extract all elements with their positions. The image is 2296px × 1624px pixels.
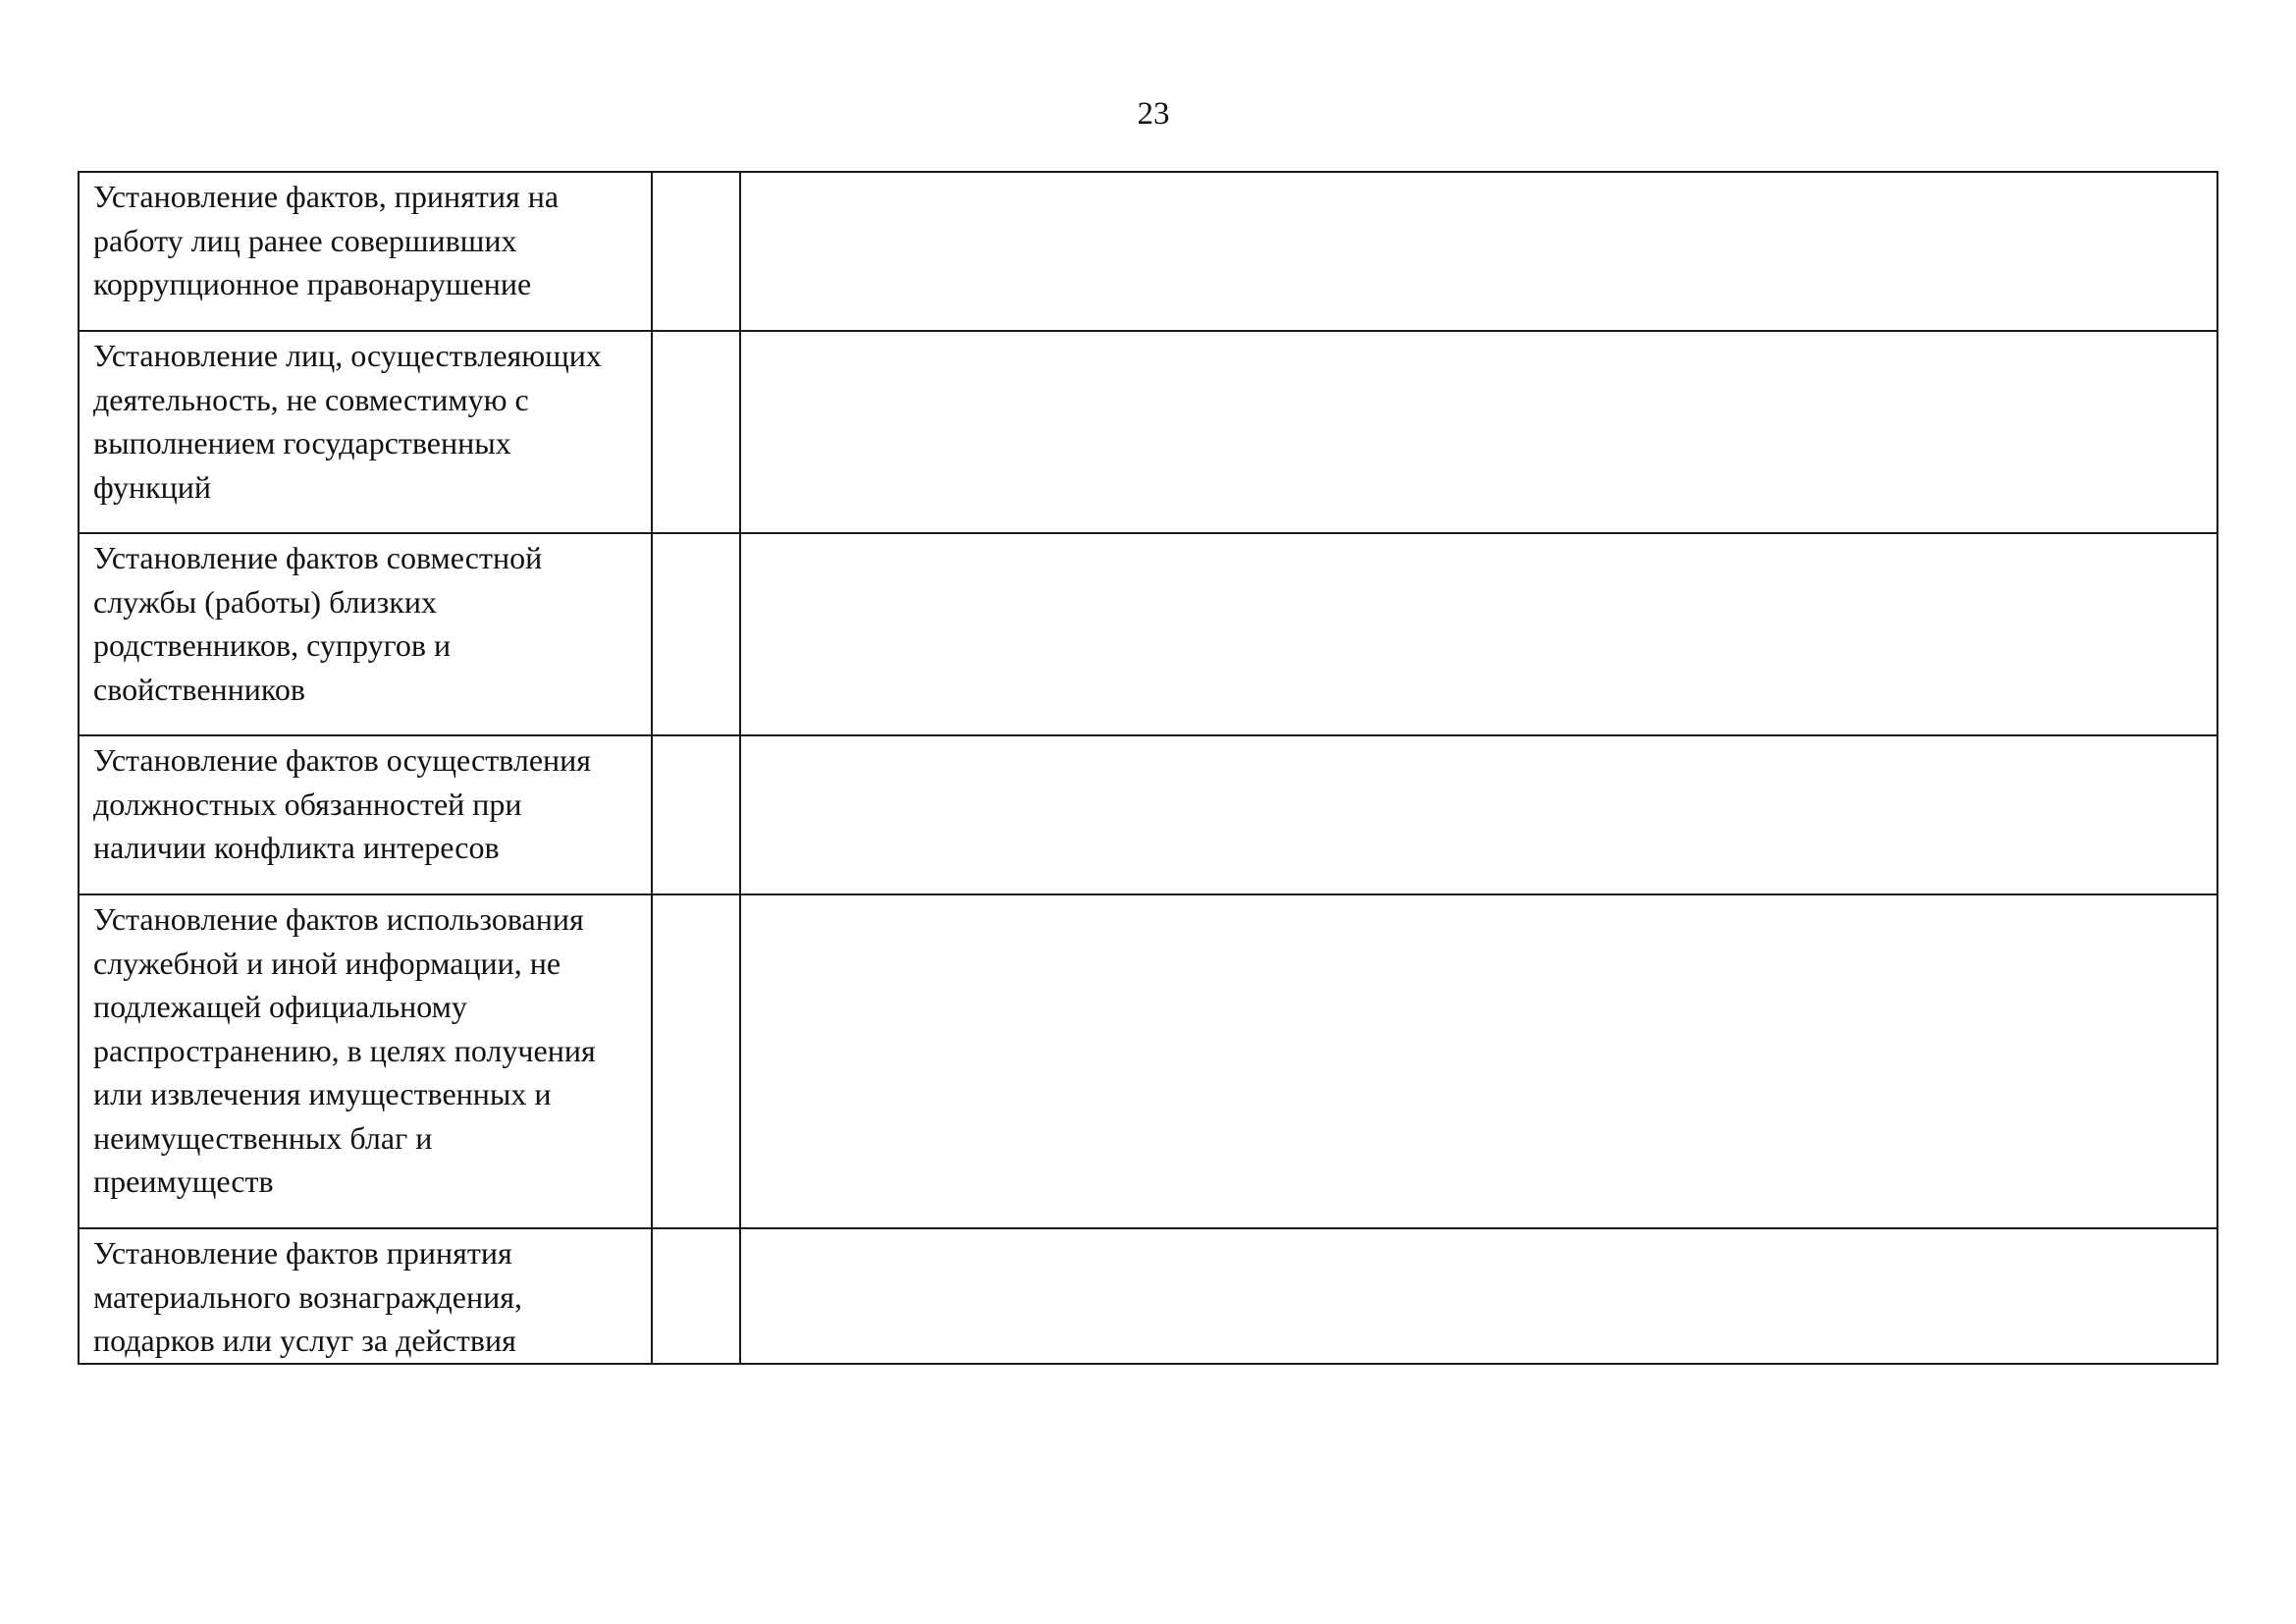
row-description-cell	[79, 1228, 652, 1364]
row-mark-cell	[652, 1228, 740, 1364]
table-row	[79, 331, 2217, 533]
row-notes-cell	[740, 1228, 2217, 1364]
table-row	[79, 533, 2217, 735]
row-description-cell	[79, 331, 652, 533]
table-row	[79, 172, 2217, 331]
table-row	[79, 1228, 2217, 1364]
row-notes-cell	[740, 894, 2217, 1228]
row-mark-cell	[652, 894, 740, 1228]
table-row	[79, 735, 2217, 894]
row-description: Установление фактов принятия материального вознаграждения, подарков или услуг за действия	[93, 1235, 522, 1358]
row-notes-cell	[740, 533, 2217, 735]
row-description: Установление фактов совместной службы (работы) близких родственников, супругов и свойственников	[93, 540, 543, 707]
row-mark-cell	[652, 331, 740, 533]
row-description: Установление лиц, осуществлеяющих деятельность, не совместимую с выполнением государственных функций	[93, 338, 602, 505]
row-notes-cell	[740, 172, 2217, 331]
row-mark-cell	[652, 735, 740, 894]
row-description-cell	[79, 735, 652, 894]
row-description: Установление фактов использования служебной и иной информации, не подлежащей официальному распространению, в целях получения или извлечения имущественных и неимущественных благ и преимуществ	[93, 901, 596, 1199]
row-mark-cell	[652, 533, 740, 735]
table-row	[79, 894, 2217, 1228]
page-number: 23	[1137, 96, 1170, 132]
row-mark-cell	[652, 172, 740, 331]
measures-table	[78, 171, 2218, 1365]
row-notes-cell	[740, 735, 2217, 894]
row-description-cell	[79, 894, 652, 1228]
row-description: Установление фактов, принятия на работу лиц ранее совершивших коррупционное правонарушение	[93, 179, 560, 301]
row-description-cell	[79, 533, 652, 735]
row-notes-cell	[740, 331, 2217, 533]
row-description: Установление фактов осуществления должностных обязанностей при наличии конфликта интересов	[93, 742, 591, 865]
row-description-cell	[79, 172, 652, 331]
